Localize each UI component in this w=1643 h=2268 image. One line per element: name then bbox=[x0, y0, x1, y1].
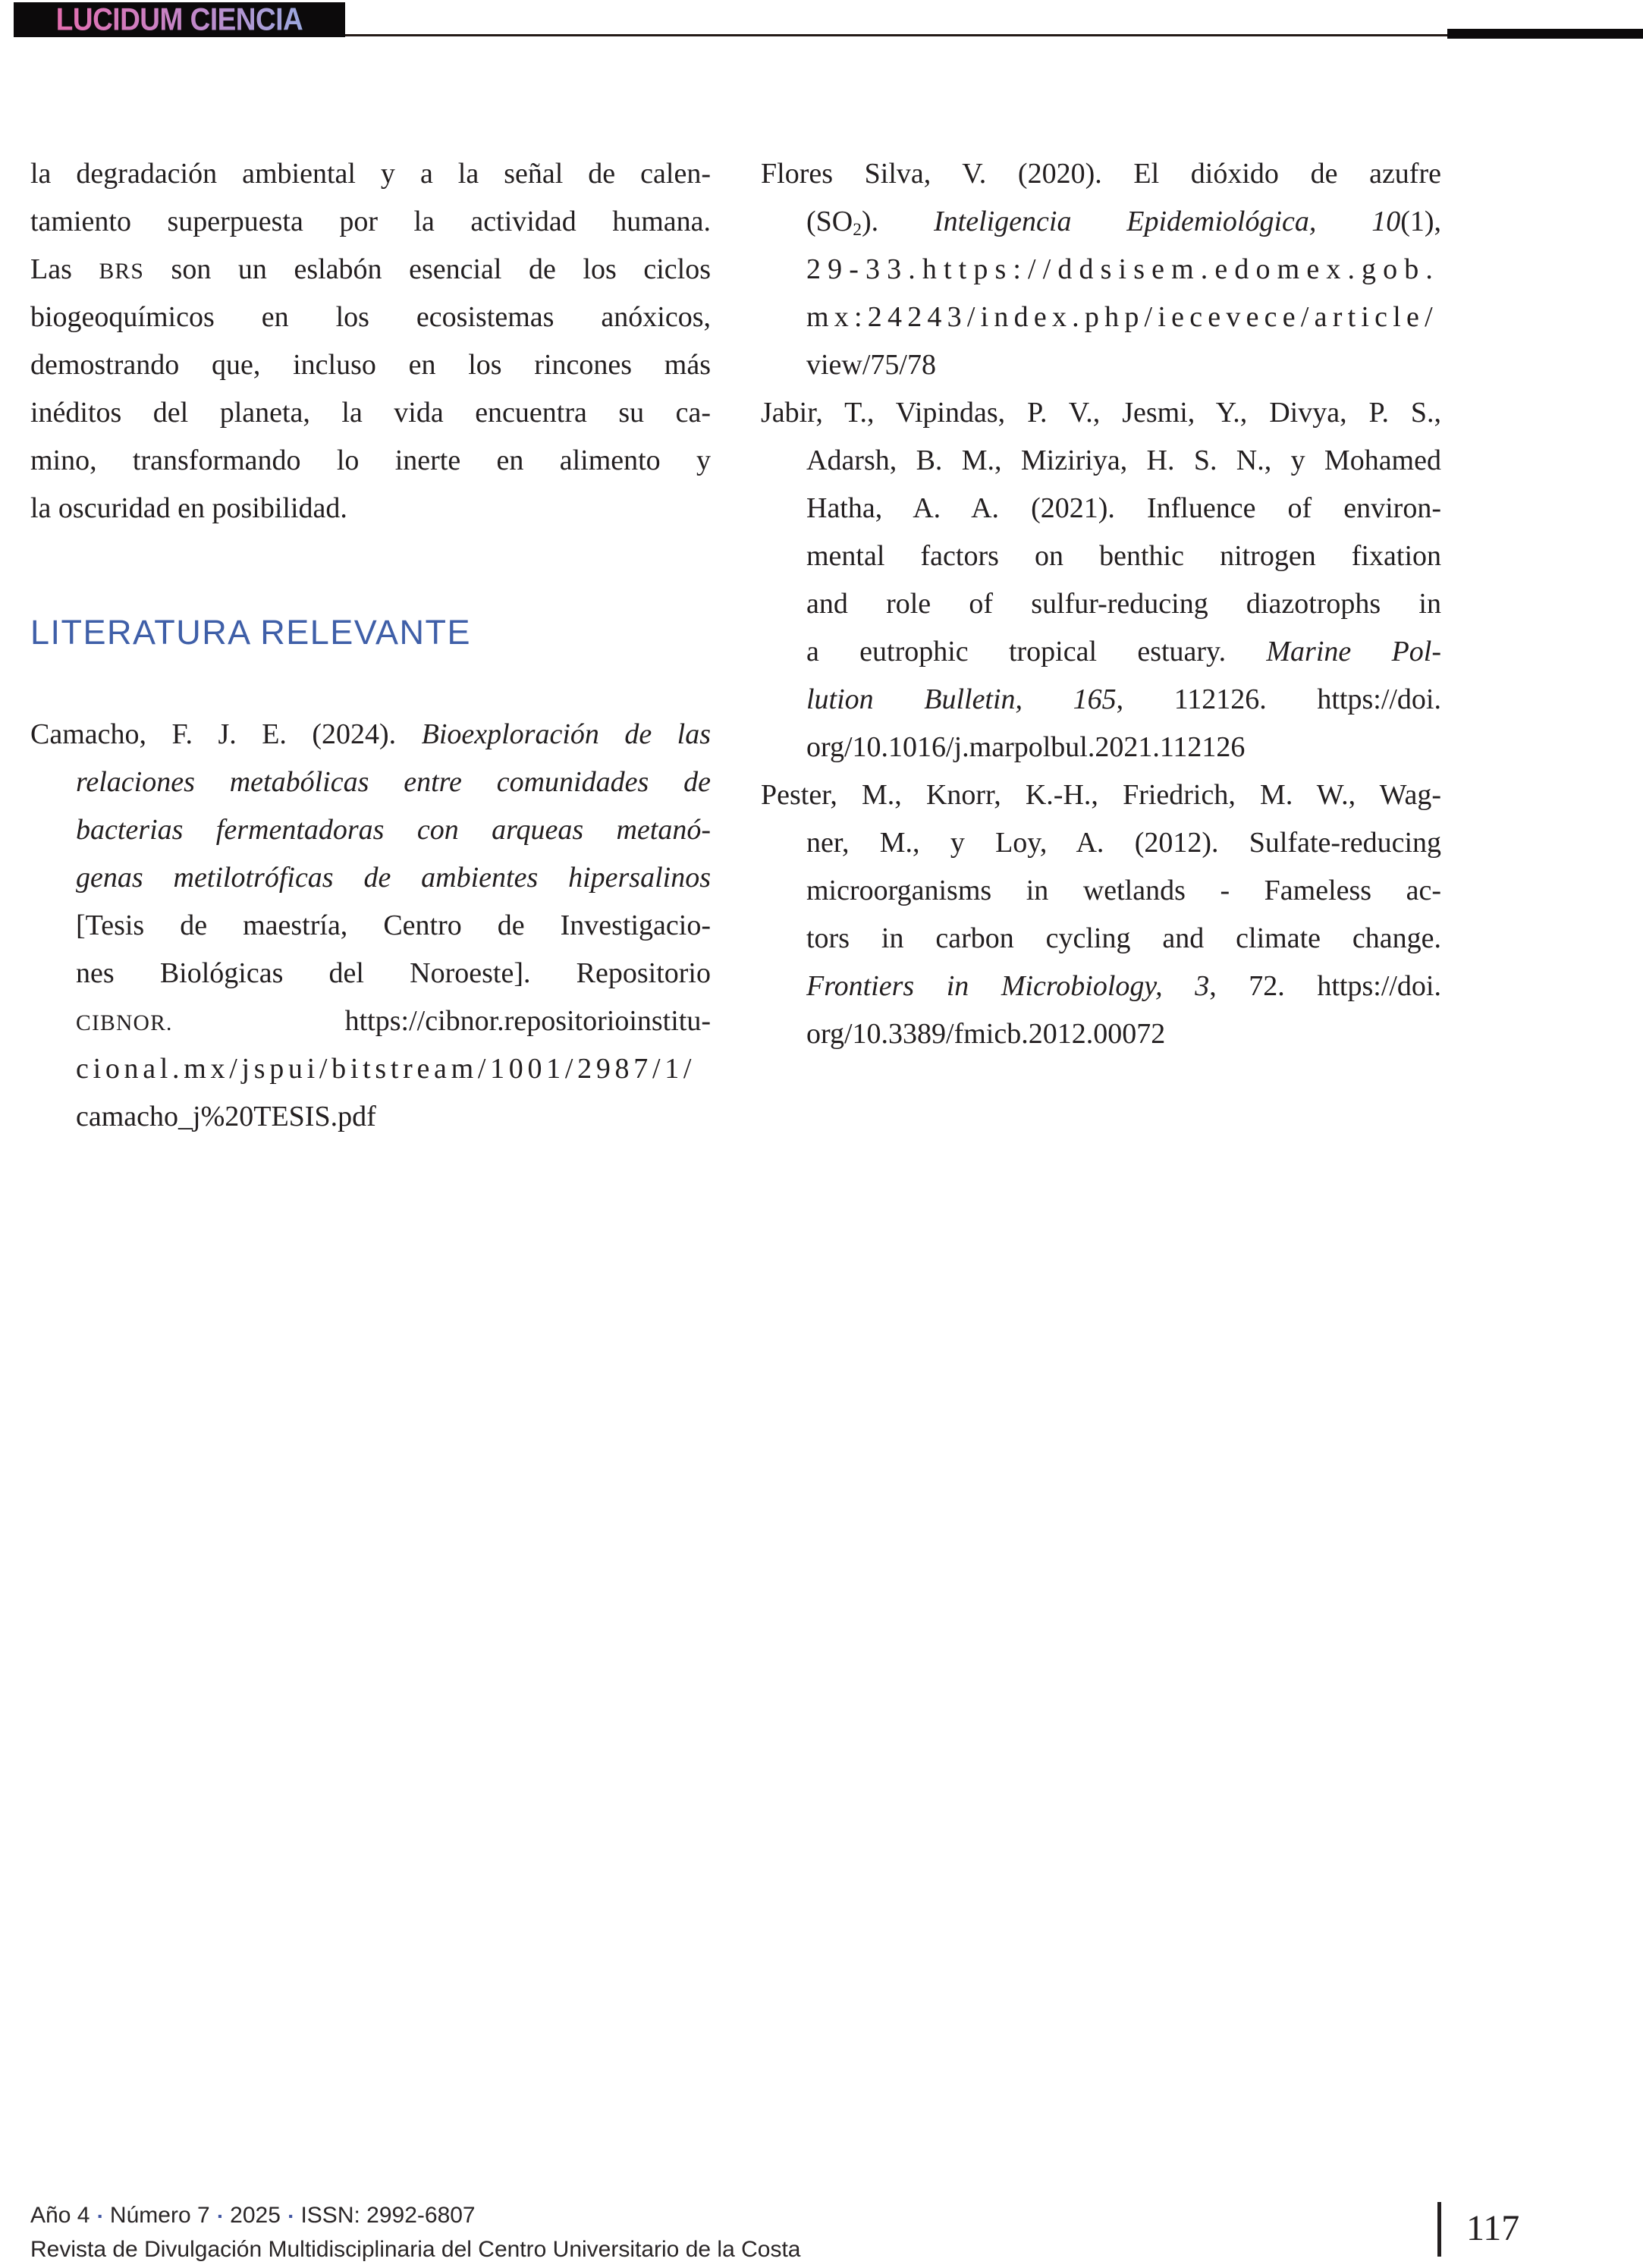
text-segment: Número 7 bbox=[103, 2203, 216, 2228]
left-column bbox=[30, 150, 711, 1141]
text-line bbox=[761, 198, 1441, 246]
text-segment: cional.mx/jspui/bitstream/1001/2987/1/ bbox=[76, 1053, 696, 1085]
text-segment: mx:24243/index.php/iecevece/article/ bbox=[806, 301, 1438, 333]
text-segment: Adarsh, B. M., Miziriya, H. S. N., y Mohamed bbox=[806, 444, 1441, 476]
text-segment: Jabir, T., Vipindas, P. V., Jesmi, Y., Divya, P. S., bbox=[761, 397, 1441, 429]
text-segment: mino, transformando lo inerte en alimento y bbox=[30, 444, 711, 476]
text-segment: https://cibnor.repositorioinstitu- bbox=[172, 1005, 711, 1037]
text-line bbox=[30, 150, 711, 198]
text-line bbox=[761, 341, 1441, 389]
section-heading: LITERATURA RELEVANTE bbox=[30, 613, 471, 652]
text-segment: Frontiers in Microbiology, 3 bbox=[806, 970, 1210, 1002]
text-segment: Hatha, A. A. (2021). Influence of environ- bbox=[806, 492, 1441, 524]
text-segment: , 72. https://doi. bbox=[1209, 970, 1441, 1002]
text-segment: (1), bbox=[1400, 206, 1442, 237]
text-segment: org/10.1016/j.marpolbul.2021.112126 bbox=[806, 731, 1246, 763]
header-rule-thick bbox=[1447, 29, 1643, 39]
journal-logo-text: LUCIDUM CIENCIA bbox=[55, 2, 303, 37]
text-line bbox=[761, 915, 1441, 963]
text-segment: genas metilotróficas de ambientes hipersalinos bbox=[76, 862, 711, 894]
text-segment: lution Bulletin, 165 bbox=[806, 683, 1117, 715]
text-line bbox=[30, 1093, 711, 1141]
page-number: 117 bbox=[1466, 2208, 1520, 2248]
text-line bbox=[761, 294, 1441, 341]
text-segment: Flores Silva, V. (2020). El dióxido de azufre bbox=[761, 158, 1441, 190]
text-segment: tamiento superpuesta por la actividad humana. bbox=[30, 206, 711, 237]
reference-entry bbox=[761, 150, 1441, 389]
text-segment: [Tesis de maestría, Centro de Investigacio- bbox=[76, 909, 711, 941]
text-segment: Camacho, F. J. E. (2024). bbox=[30, 718, 422, 750]
text-segment: biogeoquímicos en los ecosistemas anóxicos, bbox=[30, 301, 711, 333]
text-line bbox=[30, 485, 711, 532]
text-line bbox=[761, 150, 1441, 198]
text-line bbox=[30, 246, 711, 294]
text-line bbox=[761, 628, 1441, 676]
text-line bbox=[30, 711, 711, 759]
text-line bbox=[30, 341, 711, 389]
reference-entry bbox=[30, 711, 711, 1141]
text-segment: Pester, M., Knorr, K.-H., Friedrich, M. W., Wag- bbox=[761, 779, 1441, 811]
journal-logo bbox=[14, 2, 345, 37]
text-segment: 2025 bbox=[223, 2203, 287, 2228]
intro-paragraph bbox=[30, 150, 711, 532]
text-segment: Marine Pol- bbox=[1266, 636, 1441, 668]
text-line bbox=[30, 294, 711, 341]
text-segment: Las bbox=[30, 253, 99, 285]
text-line bbox=[761, 963, 1441, 1010]
text-line bbox=[30, 198, 711, 246]
text-segment: tors in carbon cycling and climate change. bbox=[806, 922, 1441, 954]
text-segment: bacterias fermentadoras con arqueas metanó- bbox=[76, 814, 711, 846]
references-left bbox=[30, 711, 711, 1141]
reference-entry bbox=[761, 771, 1441, 1058]
text-line bbox=[761, 389, 1441, 437]
text-line bbox=[761, 771, 1441, 819]
right-column bbox=[761, 150, 1441, 1058]
separator-square-icon: ▪ bbox=[217, 2210, 222, 2224]
text-line bbox=[30, 902, 711, 950]
text-segment: microorganisms in wetlands - Fameless ac- bbox=[806, 875, 1441, 906]
text-line bbox=[761, 246, 1441, 294]
text-line bbox=[761, 437, 1441, 485]
separator-square-icon: ▪ bbox=[288, 2210, 294, 2224]
text-line bbox=[30, 389, 711, 437]
text-line bbox=[30, 437, 711, 485]
footer-journal-line: Revista de Divulgación Multidisciplinaria del Centro Universitario de la Costa bbox=[30, 2237, 801, 2262]
text-segment: Año 4 bbox=[30, 2203, 96, 2228]
text-segment: relaciones metabólicas entre comunidades de bbox=[76, 766, 711, 798]
text-segment: Inteligencia Epidemiológica, 10 bbox=[933, 206, 1401, 237]
text-segment: mental factors on benthic nitrogen fixation bbox=[806, 540, 1441, 572]
text-segment: ISSN: 2992-6807 bbox=[294, 2203, 476, 2228]
text-segment: CIBNOR. bbox=[76, 1011, 173, 1035]
text-segment: a eutrophic tropical estuary. bbox=[806, 636, 1267, 668]
text-line bbox=[30, 759, 711, 806]
text-line bbox=[30, 806, 711, 854]
text-segment: la degradación ambiental y a la señal de calen- bbox=[30, 158, 711, 190]
text-line bbox=[30, 854, 711, 902]
text-segment: 29-33.https://ddsisem.edomex.gob. bbox=[806, 253, 1440, 285]
text-line bbox=[761, 724, 1441, 771]
text-line bbox=[761, 580, 1441, 628]
text-line bbox=[761, 485, 1441, 532]
text-segment: camacho_j%20TESIS.pdf bbox=[76, 1101, 376, 1132]
text-line bbox=[761, 1010, 1441, 1058]
text-segment: demostrando que, incluso en los rincones más bbox=[30, 349, 711, 381]
text-segment: and role of sulfur-reducing diazotrophs in bbox=[806, 588, 1441, 620]
text-segment: son un eslabón esencial de los ciclos bbox=[144, 253, 711, 285]
text-segment: BRS bbox=[99, 259, 144, 284]
text-segment: Bioexploración de las bbox=[421, 718, 711, 750]
footer-meta-line bbox=[30, 2198, 476, 2232]
text-line bbox=[761, 532, 1441, 580]
separator-square-icon: ▪ bbox=[97, 2210, 102, 2224]
text-segment: inéditos del planeta, la vida encuentra su ca- bbox=[30, 397, 711, 429]
text-line bbox=[761, 676, 1441, 724]
references-right bbox=[761, 150, 1441, 1058]
text-segment: ner, M., y Loy, A. (2012). Sulfate-reducing bbox=[806, 827, 1441, 859]
text-segment: , 112126. https://doi. bbox=[1116, 683, 1441, 715]
text-segment: nes Biológicas del Noroeste]. Repositorio bbox=[76, 957, 711, 989]
text-line bbox=[30, 1045, 711, 1093]
text-line bbox=[30, 997, 711, 1045]
text-line bbox=[761, 867, 1441, 915]
text-segment: 2 bbox=[853, 219, 862, 240]
text-line bbox=[761, 819, 1441, 867]
text-segment: ). bbox=[862, 206, 934, 237]
text-line bbox=[30, 950, 711, 997]
text-segment: (SO bbox=[806, 206, 853, 237]
page-number-divider bbox=[1437, 2202, 1441, 2257]
text-segment: la oscuridad en posibilidad. bbox=[30, 492, 347, 524]
reference-entry bbox=[761, 389, 1441, 771]
text-segment: org/10.3389/fmicb.2012.00072 bbox=[806, 1018, 1166, 1050]
text-segment: view/75/78 bbox=[806, 349, 936, 381]
